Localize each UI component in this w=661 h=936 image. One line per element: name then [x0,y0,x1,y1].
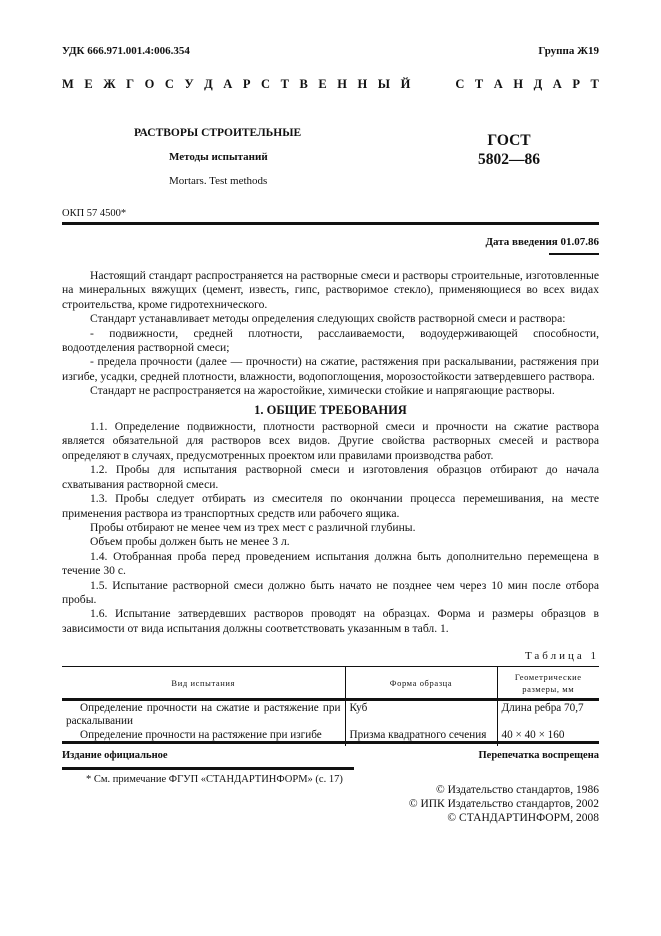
copyright-line: © ИПК Издательство стандартов, 2002 [408,798,599,810]
table-cell: 40 × 40 × 160 [497,728,599,746]
copyright-line: © СТАНДАРТИНФОРМ, 2008 [447,812,599,824]
table-row [62,700,599,729]
table-cell: Призма квадратного сечения [345,728,497,746]
heading-letter: Г [126,77,135,91]
specimen-table [62,666,599,746]
gost-label: ГОСТ [487,132,531,149]
heading-letter: А [493,77,503,91]
intro-paragraph: Стандарт устанавливает методы определения следующих свойств растворной смеси и раствора: [90,312,566,326]
effective-date-value: 01.07.86 [560,236,599,248]
heading-letter: С [164,77,174,91]
heading-letter: М [62,77,74,91]
interstate-standard-heading [62,77,599,92]
heading-letter: В [299,77,308,91]
clause-paragraph: 1.1. Определение подвижности, плотности растворной смеси и прочности на сжатие раствора является обязательной для растворов всех видов. Другие свойства растворных смесей и раствора определяют в случаях, предусмотренных проектом или правилами производства работ. [62,420,599,462]
divider [62,222,599,225]
word-gap [421,77,445,92]
copyright-line: © Издательство стандартов, 1986 [435,784,599,796]
intro-list-item: - подвижности, средней плотности, расслаиваемости, водоудерживающей способности, водоотделения растворной смеси; [62,326,599,355]
document-title: РАСТВОРЫ СТРОИТЕЛЬНЫЕ [134,127,302,139]
clause-paragraph: 1.3. Пробы следует отбирать из смесителя по окончании процесса перемешивания, на месте применения раствора из транспортных средств или рабочего ящика. [62,492,599,520]
heading-letter: Е [318,77,327,91]
table-cell: Длина ребра 70,7 [497,700,599,729]
no-reprint-label: Перепечатка воспрещена [478,750,599,761]
table-caption: Таблица 1 [524,650,599,662]
heading-letter: Ы [377,77,391,91]
document-body [62,269,599,636]
clause-paragraph: 1.4. Отобранная проба перед проведением испытания должна быть дополнительно перемещена в течение 30 с. [62,549,599,578]
heading-letter: Н [337,77,347,91]
heading-letter: Р [572,77,580,91]
copyright-block [409,783,599,825]
intro-list-item: - предела прочности (далее — прочности) на сжатие, растяжения при раскалывании, растяжения при изгибе, усадки, средней плотности, влажности, водопоглощения, морозостойкости затвердевшего раствора. [62,355,599,383]
clause-paragraph: 1.5. Испытание растворной смеси должно быть начато не позднее чем через 10 мин после отбора пробы. [62,578,599,606]
table-cell [62,700,345,729]
heading-letter: Н [513,77,524,91]
effective-date [485,236,599,248]
official-edition-label: Издание официальное [62,750,168,761]
divider [62,741,599,744]
column-header: Геометрические размеры, мм [497,667,599,700]
intro-paragraph: Стандарт не распространяется на жаростойкие, химически стойкие и напрягающие растворы. [90,384,555,398]
clause-paragraph: Пробы отбирают не менее чем из трех мест с различной глубины. [90,520,416,534]
table-header-row [62,667,599,700]
column-header: Форма образца [345,667,497,700]
heading-letter: С [455,77,465,91]
heading-letter: О [144,77,155,91]
heading-letter: А [223,77,233,91]
gost-number: 5802—86 [478,151,540,168]
footnote-divider [62,767,354,770]
heading-letter: Н [357,77,368,91]
heading-letter: Д [204,77,213,91]
heading-letter: А [552,77,562,91]
intro-paragraph: Настоящий стандарт распространяется на растворные смеси и растворы строительные, изготовленные на минеральных вяжущих (цемент, известь, гипс, растворимое стекло), применяющиеся во всех видах строительства, кроме гидротехнического. [62,269,599,311]
heading-letter: У [184,77,194,91]
clause-paragraph: 1.6. Испытание затвердевших растворов проводят на образцах. Форма и размеры образцов в зависимости от вида испытания должны соответствовать указанным в табл. 1. [62,607,599,635]
gost-designation [478,131,540,169]
section-heading: 1. ОБЩИЕ ТРЕБОВАНИЯ [254,402,407,417]
cell-text: Определение прочности на растяжение при изгибе [80,729,322,741]
heading-letter: Ж [103,77,116,91]
english-title: Mortars. Test methods [169,175,268,187]
heading-letter: Т [474,77,484,91]
okp-code: ОКП 57 4500* [62,208,127,219]
heading-letter: С [261,77,271,91]
clause-paragraph: 1.2. Пробы для испытания растворной смеси и изготовления образцов отбирают до начала схватывания растворной смеси. [62,463,599,491]
heading-letter: Д [533,77,543,91]
heading-letter: Й [400,77,411,91]
clause-paragraph: Объем пробы должен быть не менее 3 л. [90,535,290,549]
cell-text: Определение прочности на сжатие и растяжение при раскалывании [66,702,341,727]
udk-code: УДК 666.971.001.4:006.354 [62,45,190,57]
heading-letter: Т [590,77,599,91]
heading-letter: Е [84,77,93,91]
group-code: Группа Ж19 [538,45,599,57]
column-header: Вид испытания [62,667,345,700]
heading-letter: Р [242,77,251,91]
table-cell: Куб [345,700,497,729]
effective-date-label: Дата введения [485,236,558,248]
date-underline [549,253,599,255]
heading-letter: Т [280,77,289,91]
document-subtitle: Методы испытаний [169,151,268,163]
footnote: * См. примечание ФГУП «СТАНДАРТИНФОРМ» (с. 17) [86,774,343,785]
